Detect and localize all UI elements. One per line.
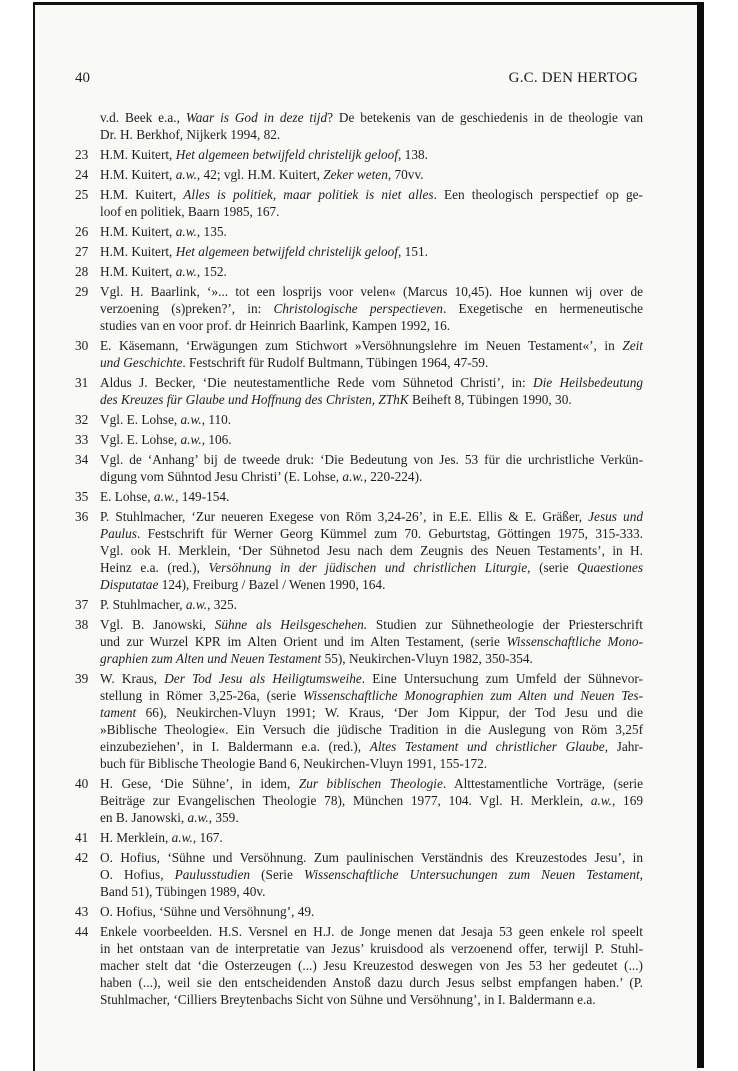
italic-title: Zeker weten — [323, 167, 388, 182]
footnote-line — [100, 755, 643, 772]
footnote — [75, 829, 643, 846]
footnote-line — [100, 317, 643, 334]
italic-title: a.w. — [342, 469, 364, 484]
italic-title: Wissenschaftliche Monographien zum Alten und Neuen Tes- — [303, 688, 644, 703]
footnote-text: Vgl. ook H. Merklein, ‘Der Sühnetod Jesu nach dem Zeugnis des Neuen Testaments’, in H. — [100, 543, 643, 558]
footnote-number: 24 — [75, 167, 89, 182]
footnote-text: Enkele voorbeelden. H.S. Versnel en H.J. de Jonge menen dat Jesaja 53 geen enkele rol speelt — [100, 924, 643, 939]
footnote-line — [100, 809, 643, 826]
footnote — [75, 923, 643, 1008]
footnote-text: , 70vv. — [387, 167, 424, 182]
footnote — [75, 508, 643, 593]
footnote-line — [100, 957, 643, 974]
footnote-text: , 135. — [196, 224, 227, 239]
footnote — [75, 849, 643, 900]
footnote-text: , 149-154. — [175, 489, 230, 504]
italic-title: a.w. — [175, 224, 197, 239]
footnote-number: 36 — [75, 509, 89, 524]
footnote-number: 28 — [75, 264, 89, 279]
italic-title: Alles is politiek, maar politiek is niet alles — [183, 187, 434, 202]
italic-title: Wissenschaftliche Untersuchungen zum Neuen Testament — [303, 867, 640, 882]
footnote-number: 32 — [75, 412, 89, 427]
footnote-text: H.M. Kuitert, — [100, 187, 184, 202]
footnote-number: 27 — [75, 244, 89, 259]
footnote-text: 55), Neukirchen-Vluyn 1982, 350-354. — [321, 651, 533, 666]
footnote-text: haben (...), weil sie den entscheidenden Anstoß dazu durch Jesus selbst empfangen haben.’ (P. — [100, 975, 643, 990]
italic-title: Quaestiones — [577, 560, 643, 575]
italic-title: Die Heilsbedeutung — [533, 375, 644, 390]
italic-title: Het algemeen betwijfeld christelijk geloof — [175, 244, 399, 259]
italic-title: a.w. — [180, 432, 202, 447]
italic-title: a.w. — [187, 810, 209, 825]
footnote — [75, 243, 643, 260]
footnote-text: einzubeziehen’, in I. Baldermann e.a. (red.), — [100, 739, 370, 754]
footnote-line — [100, 431, 643, 448]
footnote-text: 66), Neukirchen-Vluyn 1991; W. Kraus, ‘Der Jom Kippur, der Tod Jesu und die — [136, 705, 643, 720]
footnote-line — [100, 263, 643, 280]
footnote-number: 37 — [75, 597, 89, 612]
footnote-line — [100, 559, 643, 576]
italic-title: Zeit — [622, 338, 643, 353]
footnote-text: Vgl. de ‘Anhang’ bij de tweede druk: ‘Die Bedeutung von Jes. 53 für die urchristliche Verkün- — [100, 452, 643, 467]
italic-title: des Kreuzes für Glaube und Hoffnung des Christen, ZThK — [100, 392, 409, 407]
footnote-line — [100, 633, 643, 650]
footnote — [75, 903, 643, 920]
footnote-line — [100, 974, 643, 991]
footnote-line — [100, 775, 643, 792]
footnote-number: 31 — [75, 375, 89, 390]
italic-title: Disputatae — [100, 577, 159, 592]
footnote-line — [100, 186, 643, 203]
footnote-line — [100, 923, 643, 940]
footnote-text: , — [639, 867, 643, 882]
footnote-number: 25 — [75, 187, 89, 202]
footnote — [75, 146, 643, 163]
footnote-text: , 325. — [207, 597, 237, 612]
footnote-line — [100, 670, 643, 687]
footnote-text: verzoening (s)preken?’, in: — [100, 301, 274, 316]
footnote-text: . Festschrift für Rudolf Bultmann, Tübingen 1964, 47-59. — [182, 355, 489, 370]
footnote-line — [100, 940, 643, 957]
italic-title: a.w. — [180, 412, 202, 427]
footnote-text: , 110. — [201, 412, 232, 427]
footnote-line — [100, 829, 643, 846]
footnote-text: H.M. Kuitert, — [100, 224, 176, 239]
footnote-text: , 106. — [201, 432, 232, 447]
footnote — [75, 166, 643, 183]
italic-title: und Geschichte — [100, 355, 183, 370]
footnote-line — [100, 792, 643, 809]
footnote-text: O. Hofius, — [100, 867, 175, 882]
footnote-text: Band 51), Tübingen 1989, 40v. — [100, 884, 266, 899]
footnote-line — [100, 488, 643, 505]
italic-title: Wissenschaftliche Mono- — [506, 634, 643, 649]
footnote-line — [100, 866, 643, 883]
footnote-text: Vgl. B. Janowski, — [100, 617, 215, 632]
italic-title: a.w. — [175, 167, 197, 182]
footnote — [75, 451, 643, 485]
footnote-line — [100, 166, 643, 183]
footnote-text: P. Stuhlmacher, ‘Zur neueren Exegese von Röm 3,24-26’, in E.E. Ellis & E. Gräßer, — [100, 509, 589, 524]
italic-title: a.w. — [185, 597, 208, 612]
footnote-text: , 138. — [398, 147, 428, 162]
footnote — [75, 283, 643, 334]
footnote-text: ? De betekenis van de geschiedenis in de theologie van — [327, 110, 643, 125]
footnote-text: , 151. — [398, 244, 428, 259]
footnote-text: . Alttestamentliche Vorträge, (serie — [442, 776, 643, 791]
footnote-text: , 359. — [208, 810, 239, 825]
footnote-line — [100, 704, 643, 721]
footnote-line — [100, 300, 643, 317]
footnote — [75, 431, 643, 448]
footnote — [75, 374, 643, 408]
footnote-text: , 169 — [612, 793, 644, 808]
footnote-number: 33 — [75, 432, 89, 447]
footnote-line — [100, 468, 643, 485]
footnote-text: , 220-224). — [363, 469, 423, 484]
footnote-line — [100, 337, 643, 354]
footnote-text: O. Hofius, ‘Sühne und Versöhnung’, 49. — [100, 904, 315, 919]
footnote-text: O. Hofius, ‘Sühne und Versöhnung. Zum paulinischen Verständnis des Kreuzestodes Jesu’, in — [100, 850, 643, 865]
footnote — [75, 411, 643, 428]
footnote-text: Studien zur Sühnetheologie der Priesterschrift — [367, 617, 643, 632]
footnote-number: 38 — [75, 617, 89, 632]
footnote-number: 26 — [75, 224, 89, 239]
italic-title: a.w. — [590, 793, 612, 808]
footnote-line — [100, 650, 643, 667]
footnote-line — [100, 849, 643, 866]
footnote-text: E. Lohse, — [100, 489, 154, 504]
footnote-text: stellung in Römer 3,25-26a, (serie — [100, 688, 304, 703]
footnote-line — [100, 738, 643, 755]
footnote-line — [100, 283, 643, 300]
scan-border — [697, 2, 704, 1068]
footnote-number: 23 — [75, 147, 89, 162]
footnote-text: . Exegetische en hermeneutische — [442, 301, 643, 316]
footnote-text: (Serie — [250, 867, 304, 882]
footnote-line — [100, 126, 643, 143]
footnote-line — [100, 109, 643, 126]
footnote-text: digung vom Sühntod Jesu Christi’ (E. Lohse, — [100, 469, 343, 484]
footnote-line — [100, 903, 643, 920]
footnote-line — [100, 687, 643, 704]
footnote-number: 44 — [75, 924, 89, 939]
footnote-number: 41 — [75, 830, 89, 845]
footnote-text: H.M. Kuitert, — [100, 244, 176, 259]
footnote — [75, 616, 643, 667]
footnote-text: , 152. — [196, 264, 227, 279]
footnote-line — [100, 146, 643, 163]
italic-title: Paulusstudien — [174, 867, 251, 882]
footnote — [75, 337, 643, 371]
footnote — [75, 775, 643, 826]
footnote-line — [100, 451, 643, 468]
footnote-text: . Eine Untersuchung zum Umfeld der Sühnevor- — [361, 671, 643, 686]
italic-title: Zur biblischen Theologie — [298, 776, 443, 791]
footnote-line — [100, 508, 643, 525]
footnote-line — [100, 374, 643, 391]
italic-title: tament — [100, 705, 137, 720]
footnote-line — [100, 991, 643, 1008]
footnote-number: 30 — [75, 338, 89, 353]
footnote-text: H. Merklein, — [100, 830, 172, 845]
footnote-text: E. Käsemann, ‘Erwägungen zum Stichwort »Versöhnungslehre im Neuen Testament«’, in — [100, 338, 623, 353]
footnote-line — [100, 542, 643, 559]
footnote — [75, 596, 643, 613]
footnote-text: en B. Janowski, — [100, 810, 188, 825]
footnote-text: , (serie — [527, 560, 578, 575]
footnote-number: 35 — [75, 489, 89, 504]
footnote-text: H.M. Kuitert, — [100, 167, 176, 182]
footnote-line — [100, 596, 643, 613]
footnote-line — [100, 525, 643, 542]
footnote-line — [100, 203, 643, 220]
footnote-line — [100, 354, 643, 371]
italic-title: Het algemeen betwijfeld christelijk geloof — [175, 147, 399, 162]
footnote-text: H. Gese, ‘Die Sühne’, in idem, — [100, 776, 299, 791]
footnote-text: loof en politiek, Baarn 1985, 167. — [100, 204, 280, 219]
footnote — [75, 186, 643, 220]
footnote-number: 29 — [75, 284, 89, 299]
footnote — [75, 263, 643, 280]
footnote-text: W. Kraus, — [100, 671, 165, 686]
footnote — [75, 223, 643, 240]
italic-title: graphien zum Alten und Neuen Testament — [100, 651, 322, 666]
page-number: 40 — [75, 70, 90, 86]
footnote-text: buch für Biblische Theologie Band 6, Neukirchen-Vluyn 1991, 155-172. — [100, 756, 488, 771]
footnote — [75, 109, 643, 143]
italic-title: Versöhnung in der jüdischen und christlichen Liturgie — [208, 560, 528, 575]
footnote-text: H.M. Kuitert, — [100, 264, 176, 279]
footnote-text: . Een theologisch perspectief op ge- — [433, 187, 643, 202]
footnote-line — [100, 576, 643, 593]
footnote-number: 34 — [75, 452, 89, 467]
footnote-text: Beiheft 8, Tübingen 1990, 30. — [408, 392, 572, 407]
footnote-text: studies van en voor prof. dr Heinrich Baarlink, Kampen 1992, 16. — [100, 318, 451, 333]
footnote-text: »Biblische Theologie«. Ein Versuch die jüdische Tradition in die Auslegung von Röm 3,25f — [100, 722, 643, 737]
footnote — [75, 488, 643, 505]
footnote-line — [100, 883, 643, 900]
footnote-text: macher stelt dat ‘die Osterzeugen (...) Jesu Kreuzestod deswegen von Jes 53 her gedeutet (...) — [100, 958, 643, 973]
footnote-text: v.d. Beek e.a., — [100, 110, 186, 125]
footnote-text: , Jahr- — [604, 739, 644, 754]
footnote-number: 43 — [75, 904, 89, 919]
italic-title: Waar is God in deze tijd — [185, 110, 328, 125]
italic-title: a.w. — [175, 264, 197, 279]
footnotes-list — [75, 109, 643, 1008]
footnote-text: H.M. Kuitert, — [100, 147, 176, 162]
footnote-text: Vgl. E. Lohse, — [100, 412, 181, 427]
footnote-line — [100, 243, 643, 260]
footnote-text: Dr. H. Berkhof, Nijkerk 1994, 82. — [100, 127, 281, 142]
footnote-line — [100, 616, 643, 633]
footnote-number: 39 — [75, 671, 89, 686]
footnote-number: 40 — [75, 776, 89, 791]
running-header-author: G.C. DEN HERTOG — [508, 70, 638, 86]
footnote-text: Vgl. H. Baarlink, ‘»... tot een losprijs voor velen« (Marcus 10,45). Hoe kunnen wij over de — [100, 284, 643, 299]
footnote-text: , 167. — [192, 830, 223, 845]
italic-title: Altes Testament und christlicher Glaube — [369, 739, 605, 754]
footnote — [75, 670, 643, 772]
footnote-line — [100, 721, 643, 738]
footnote-text: Beiträge zur Evangelischen Theologie 78), München 1977, 104. Vgl. H. Merklein, — [100, 793, 591, 808]
footnote-number: 42 — [75, 850, 89, 865]
footnote-text: und zur Wurzel KPR im Alten Orient und im Alten Testament, (serie — [100, 634, 507, 649]
footnote-text: Stuhlmacher, ‘Cilliers Breytenbachs Sicht von Sühne und Versöhnung’, in I. Baldermann e.a. — [100, 992, 596, 1007]
footnote-text: 124), Freiburg / Bazel / Wenen 1990, 164. — [158, 577, 386, 592]
footnote-line — [100, 391, 643, 408]
footnote-text: . Festschrift für Werner Georg Kümmel zum 70. Geburtstag, Göttingen 1975, 315-333. — [136, 526, 643, 541]
italic-title: Sühne als Heilsgeschehen. — [214, 617, 368, 632]
footnote-text: Vgl. E. Lohse, — [100, 432, 181, 447]
footnote-text: , 42; vgl. H.M. Kuitert, — [196, 167, 324, 182]
footnote-text: Heinz e.a. (red.), — [100, 560, 209, 575]
footnote-text: Aldus J. Becker, ‘Die neutestamentliche Rede vom Sühnetod Christi’, in: — [100, 375, 533, 390]
italic-title: a.w. — [153, 489, 176, 504]
footnote-text: in het ontstaan van de interpretatie van Jezus’ kruisdood als verzoenend offer, terwijl P. Stuhl- — [100, 941, 643, 956]
italic-title: Jesus und — [588, 509, 643, 524]
italic-title: Paulus — [100, 526, 137, 541]
italic-title: Christologische perspectieven — [273, 301, 443, 316]
footnote-line — [100, 411, 643, 428]
italic-title: Der Tod Jesu als Heiligtumsweihe — [164, 671, 362, 686]
footnote-line — [100, 223, 643, 240]
footnote-text: P. Stuhlmacher, — [100, 597, 186, 612]
italic-title: a.w. — [171, 830, 193, 845]
